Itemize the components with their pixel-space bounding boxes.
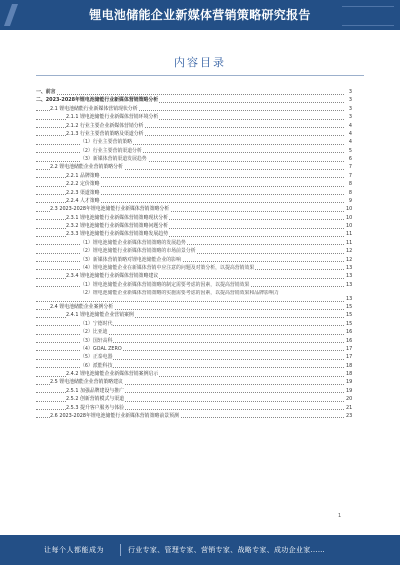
toc-entry[interactable]: [36, 96, 352, 104]
toc-entry-title: （5）正泰电器: [80, 354, 113, 361]
toc-entry[interactable]: [36, 264, 352, 272]
footer-separator: [120, 544, 121, 556]
toc-entry-page: 23: [346, 412, 353, 419]
toc-entry-page: 12: [346, 256, 353, 263]
toc-entry[interactable]: [36, 289, 352, 303]
toc-entry-title: （2）比亚迪: [80, 329, 108, 336]
toc-entry-page: 16: [346, 337, 353, 344]
toc-entry-page: 10: [346, 223, 353, 229]
toc-entry[interactable]: [36, 163, 352, 171]
toc-entry-title: 2.6 2023-2028年锂电池储能行业新媒体营销策略前景预测: [50, 412, 179, 419]
toc-entry-page: 4: [345, 122, 352, 130]
toc-entry-title: （1）行业主要营销策略: [80, 139, 133, 146]
toc-entry-page: 3: [345, 113, 352, 121]
toc-entry[interactable]: [36, 345, 352, 353]
toc-entry-page: 3: [345, 96, 352, 104]
toc-entry-page: 16: [346, 329, 353, 336]
toc-entry[interactable]: [36, 88, 352, 96]
toc-entry[interactable]: [36, 320, 352, 328]
toc-entry-page: 15: [346, 320, 353, 327]
toc-entry[interactable]: [36, 387, 352, 395]
toc-entry-title: 2.5.2 创新营销模式与渠道: [66, 396, 125, 403]
toc-entry-page: 17: [346, 345, 353, 352]
toc-entry-page: 4: [345, 138, 352, 146]
toc-entry[interactable]: [36, 272, 352, 280]
toc-entry[interactable]: [36, 222, 352, 230]
toc-entry-title: 2.4 锂电池储能企业案例分析: [50, 304, 114, 310]
toc-entry-title: （3）国轩高科: [80, 337, 113, 344]
toc-entry[interactable]: [36, 378, 352, 386]
toc-entry-page: 8: [345, 189, 352, 197]
toc-entry[interactable]: [36, 303, 352, 311]
toc-entry-title: （1）宁德时代: [80, 320, 113, 327]
toc-entry-page: 13: [346, 296, 353, 303]
toc-entry-title: 2.2 锂电池储能企业营销策略分析: [50, 164, 123, 171]
toc-entry-page: 11: [346, 239, 353, 246]
toc-entry-page: 6: [345, 155, 352, 163]
footer-banner: [0, 535, 400, 565]
toc-entry-title: 2.5.1 加强品牌建设与推广: [66, 387, 125, 394]
toc-entry[interactable]: [36, 311, 352, 319]
toc-entry-title: 2.4.2 锂电池储能企业新媒体营销案例启示: [66, 371, 159, 377]
toc-entry[interactable]: [36, 230, 352, 238]
toc-entry-page: 4: [345, 130, 352, 138]
toc-entry-page: 5: [345, 147, 352, 155]
toc-entry-title: （4）锂电池储能企业在新媒体营销中应注意的问题及对策分析，以提高营销效果: [80, 264, 255, 271]
toc-entry-page: 18: [346, 371, 353, 377]
footer-tagline: 行业专家、管理专家、营销专家、战略专家、成功企业家……: [128, 546, 326, 554]
toc-leader-dots: [36, 94, 346, 95]
toc-entry-title: （2）行业主要营销渠道分析: [80, 147, 142, 154]
toc-entry-title: 2.5.3 提升客户服务与体验: [66, 404, 125, 411]
toc-entry-page: 15: [346, 304, 353, 310]
toc-entry-title: 2.2.3 渠道策略: [66, 189, 100, 196]
toc-entry-title: 2.2.4 人才策略: [66, 197, 100, 204]
toc-entry-page: 19: [346, 387, 353, 394]
toc-leader-dots: [36, 301, 346, 302]
toc-entry-page: 3: [345, 88, 352, 96]
toc-entry-page: 3: [345, 105, 352, 113]
toc-entry-page: 7: [345, 163, 352, 171]
toc-entry-page: 15: [346, 312, 353, 319]
toc-entry-page: 13: [346, 281, 353, 288]
table-of-contents: [36, 88, 352, 420]
toc-entry[interactable]: [36, 214, 352, 222]
toc-entry-title: 2.3 2023-2028年锂电池储能行业新媒体营销策略分析: [50, 206, 170, 213]
toc-entry[interactable]: [36, 404, 352, 412]
toc-entry[interactable]: [36, 412, 352, 420]
toc-entry[interactable]: [36, 189, 352, 197]
toc-entry-title: 2.4.1 锂电池储能企业营销案例: [66, 312, 134, 319]
toc-entry-page: 10: [346, 214, 353, 221]
toc-entry-title: 2.5 锂电池储能企业营销策略建议: [50, 379, 123, 386]
toc-entry-title: 一、前言: [36, 89, 56, 95]
toc-entry-page: 20: [346, 396, 353, 403]
toc-entry-page: 10: [346, 206, 353, 213]
toc-entry-title: （1）锂电池储能企业新媒体营销策略的发展趋势: [80, 239, 186, 246]
toc-entry-page: 11: [346, 231, 353, 238]
toc-entry-title: 2.1 锂电池储能行业新媒体营销现状分析: [50, 105, 138, 112]
toc-entry-title: 2.3.3 锂电池储能行业新媒体营销策略发展趋势: [66, 231, 169, 238]
toc-entry[interactable]: [36, 113, 352, 121]
toc-entry-page: 12: [346, 248, 353, 255]
toc-entry-title: 2.1.1 锂电池储能行业新媒体营销环境分析: [66, 114, 159, 121]
toc-entry[interactable]: [36, 281, 352, 289]
toc-entry-page: 17: [346, 354, 353, 361]
toc-entry-title: 2.2.2 定价策略: [66, 181, 100, 188]
toc-entry[interactable]: [36, 197, 352, 205]
toc-entry[interactable]: [36, 122, 352, 130]
toc-entry[interactable]: [36, 353, 352, 361]
toc-entry-page: 9: [345, 197, 352, 205]
toc-entry[interactable]: [36, 105, 352, 113]
toc-entry-title: （2）锂电池储能行业新媒体营销策略的市场前景分析: [80, 248, 196, 255]
toc-entry-title: （2）锂电池储能企业新媒体营销策略的实施需要考虑的因素，以提高营销效果和品牌影响力: [80, 289, 279, 296]
footer-slogan: 让每个人都能成为: [44, 546, 104, 554]
toc-entry[interactable]: [36, 395, 352, 403]
toc-entry-title: 二、2023-2028年锂电池储能行业新媒体营销策略分析: [36, 97, 159, 104]
header-banner: [0, 0, 400, 30]
toc-entry[interactable]: [36, 180, 352, 188]
toc-entry-title: 2.2.1 品牌策略: [66, 172, 100, 179]
toc-entry-title: （3）新媒体营销渠道发展趋势: [80, 156, 147, 162]
page-number: 1: [338, 513, 342, 519]
toc-entry-title: 2.1.2 行业主要企业新媒体营销分析: [66, 122, 144, 129]
toc-entry[interactable]: [36, 239, 352, 247]
toc-entry-title: 2.3.4 锂电池储能行业新媒体营销策略建议: [66, 273, 159, 280]
toc-entry[interactable]: [36, 362, 352, 370]
toc-entry[interactable]: [36, 130, 352, 138]
toc-entry-title: （6）派能科技: [80, 362, 113, 369]
toc-entry[interactable]: [36, 256, 352, 264]
toc-entry-page: 19: [346, 379, 353, 386]
toc-entry-page: 18: [346, 362, 353, 369]
toc-entry-page: 13: [346, 273, 353, 280]
toc-entry-title: （3）新媒体营销策略对锂电池储能企业的影响: [80, 256, 181, 263]
toc-entry-page: 8: [345, 180, 352, 188]
toc-divider: [36, 75, 364, 76]
toc-entry[interactable]: [36, 147, 352, 155]
toc-entry[interactable]: [36, 328, 352, 336]
toc-entry[interactable]: [36, 205, 352, 213]
toc-entry-page: 7: [345, 172, 352, 180]
toc-entry[interactable]: [36, 155, 352, 163]
toc-entry-page: 13: [346, 264, 353, 271]
toc-entry[interactable]: [36, 337, 352, 345]
report-title: 锂电池储能企业新媒体营销策略研究报告: [89, 8, 311, 22]
toc-entry-title: （1）锂电池储能企业新媒体营销策略的制定需要考虑的因素，以提高营销效果: [80, 281, 250, 288]
toc-entry[interactable]: [36, 370, 352, 378]
toc-entry[interactable]: [36, 138, 352, 146]
toc-entry-page: 21: [346, 404, 353, 411]
toc-entry[interactable]: [36, 172, 352, 180]
toc-entry-title: 2.3.2 锂电池储能行业新媒体营销策略问题分析: [66, 223, 169, 229]
toc-title: 内容目录: [174, 56, 226, 69]
toc-entry-title: （4）GOAL ZERO: [80, 345, 122, 352]
toc-entry[interactable]: [36, 247, 352, 255]
toc-entry-title: 2.3.1 锂电池储能行业新媒体营销策略现状分析: [66, 214, 169, 221]
toc-entry-title: 2.1.3 行业主要营销策略及渠道分析: [66, 130, 144, 137]
